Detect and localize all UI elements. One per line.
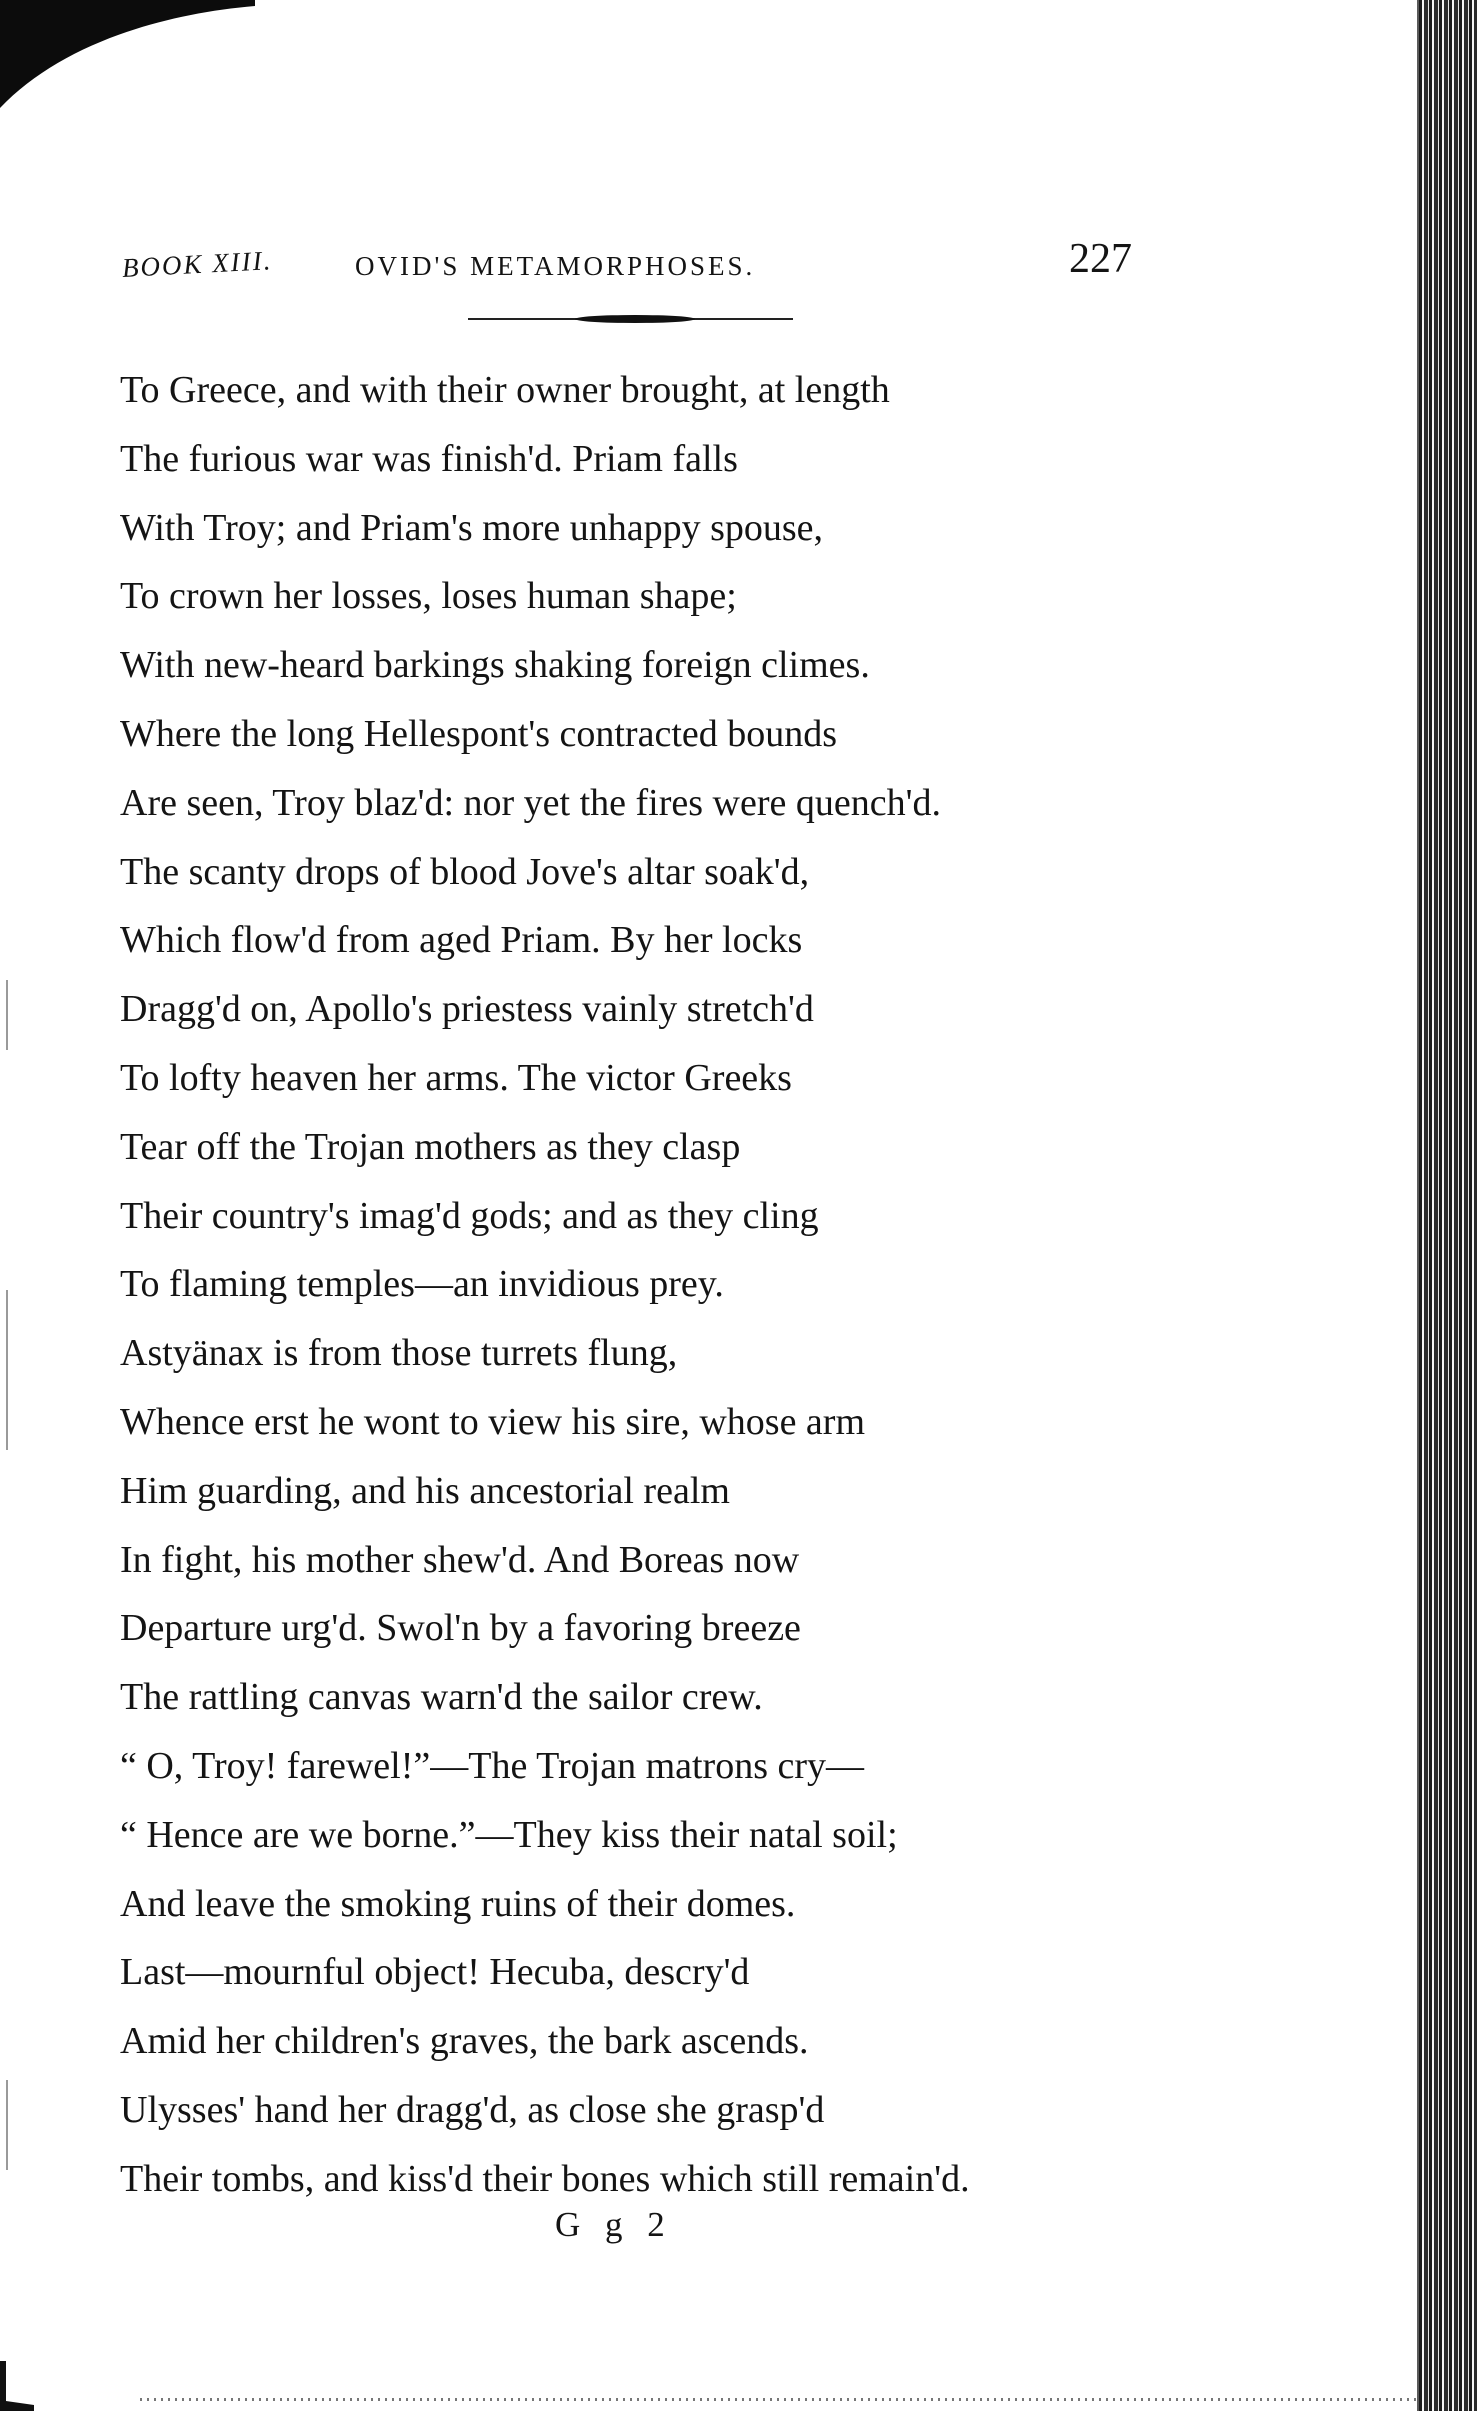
verse-line: Whence erst he wont to view his sire, whose arm bbox=[120, 1400, 866, 1443]
verse-line: With Troy; and Priam's more unhappy spouse, bbox=[120, 506, 824, 549]
verse-line: With new-heard barkings shaking foreign climes. bbox=[120, 644, 870, 687]
verse-line: To Greece, and with their owner brought, at length bbox=[120, 369, 890, 411]
margin-mark bbox=[6, 980, 8, 1050]
verse-line: Are seen, Troy blaz'd: nor yet the fires were quench'd. bbox=[120, 781, 941, 824]
verse-line: Last—mournful object! Hecuba, descry'd bbox=[120, 1951, 750, 1994]
verse-line: Departure urg'd. Swol'n by a favoring breeze bbox=[120, 1607, 801, 1650]
page-number: 227 bbox=[1069, 236, 1132, 282]
verse-line: Which flow'd from aged Priam. By her locks bbox=[120, 919, 803, 962]
verse-line: To crown her losses, loses human shape; bbox=[120, 575, 737, 618]
verse-line: Him guarding, and his ancestorial realm bbox=[120, 1469, 730, 1512]
verse-line: In fight, his mother shew'd. And Boreas now bbox=[120, 1538, 800, 1581]
verse-line: “ O, Troy! farewel!”—The Trojan matrons cry— bbox=[120, 1744, 865, 1787]
scan-corner-mark bbox=[0, 2361, 34, 2411]
margin-mark bbox=[6, 2080, 8, 2170]
margin-mark bbox=[6, 1290, 8, 1450]
verse-line: Dragg'd on, Apollo's priestess vainly stretch'd bbox=[120, 988, 814, 1031]
verse-line: Their tombs, and kiss'd their bones which still remain'd. bbox=[120, 2157, 970, 2200]
verse-line: To flaming temples—an invidious prey. bbox=[120, 1263, 724, 1306]
scan-bottom-edge bbox=[140, 2398, 1417, 2401]
verse-line: Astyänax is from those turrets flung, bbox=[120, 1332, 678, 1375]
verse-line: The furious war was finish'd. Priam falls bbox=[120, 437, 738, 480]
verse-body bbox=[120, 356, 1140, 2214]
verse-line: “ Hence are we borne.”—They kiss their natal soil; bbox=[120, 1813, 898, 1856]
running-title: OVID'S METAMORPHOSES. bbox=[355, 251, 756, 281]
header-rule-ornament bbox=[575, 315, 695, 323]
verse-line: To lofty heaven her arms. The victor Greeks bbox=[120, 1056, 792, 1099]
running-header bbox=[122, 235, 1132, 295]
verse-line: The scanty drops of blood Jove's altar soak'd, bbox=[120, 850, 810, 893]
verse-line: Their country's imag'd gods; and as they cling bbox=[120, 1194, 819, 1237]
book-binding bbox=[1419, 0, 1477, 2411]
verse-line: Tear off the Trojan mothers as they clasp bbox=[120, 1125, 741, 1168]
book-label: BOOK XIII. bbox=[121, 245, 274, 283]
verse-line: Ulysses' hand her dragg'd, as close she grasp'd bbox=[120, 2088, 825, 2131]
verse-line: Where the long Hellespont's contracted bounds bbox=[120, 712, 838, 755]
scan-corner-shadow bbox=[0, 0, 260, 110]
verse-line: Amid her children's graves, the bark ascends. bbox=[120, 2020, 809, 2063]
verse-line: And leave the smoking ruins of their domes. bbox=[120, 1882, 796, 1925]
signature-mark: G g 2 bbox=[555, 2205, 673, 2244]
verse-line: The rattling canvas warn'd the sailor crew. bbox=[120, 1676, 763, 1719]
